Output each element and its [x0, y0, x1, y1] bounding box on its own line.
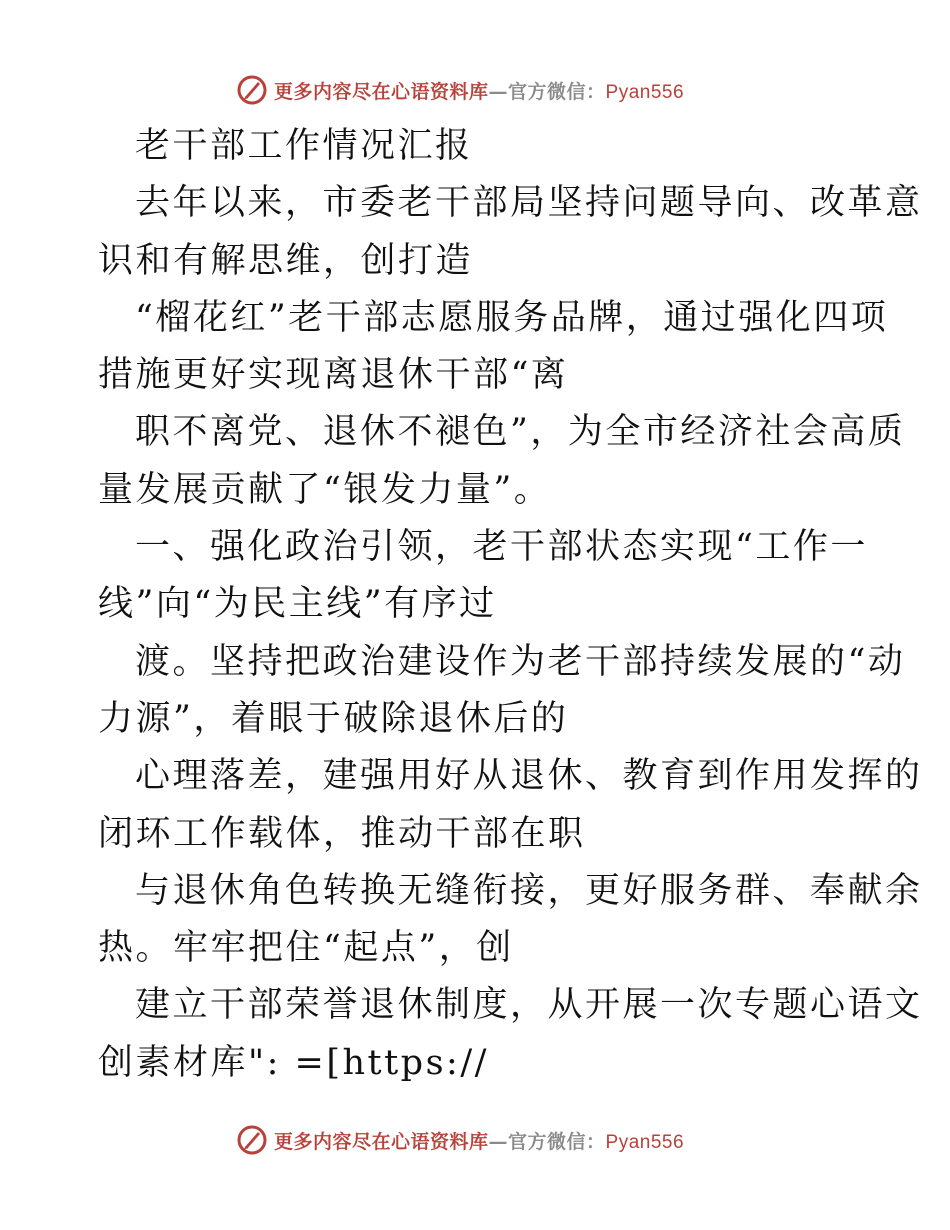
header-banner-label: —官方微信：: [488, 80, 606, 103]
text-line: 线”向“为民主线”有序过: [98, 584, 497, 625]
feather-pen-logo-icon: [236, 1124, 268, 1156]
header-banner-text: [274, 77, 684, 104]
footer-banner[interactable]: [236, 1122, 684, 1158]
footer-banner-wechat-id: Pyan556: [605, 1131, 685, 1153]
text-line: 渡。坚持把政治建设作为老干部持续发展的“动: [135, 641, 906, 682]
text-line: 闭环工作载体，推动干部在职: [98, 813, 586, 854]
text-line: 职不离党、退休不褪色”，为全市经济社会高质: [135, 412, 906, 453]
text-line: 量发展贡献了“银发力量”。: [98, 469, 552, 510]
footer-banner-text: [274, 1127, 684, 1154]
text-line: 去年以来，市委老干部局坚持问题导向、改革意: [135, 183, 923, 224]
text-line: 热。牢牢把住“起点”，创: [98, 928, 514, 969]
document-title: 老干部工作情况汇报: [135, 126, 473, 166]
text-line: “榴花红”老干部志愿服务品牌，通过强化四项: [135, 297, 889, 338]
text-line: 措施更好实现离退休干部“离: [98, 355, 569, 396]
header-banner-wechat-id: Pyan556: [605, 81, 685, 103]
footer-banner-title: 更多内容尽在心语资料库: [274, 1130, 489, 1153]
header-banner-title: 更多内容尽在心语资料库: [274, 80, 489, 103]
text-line: 创素材库": =[https://: [98, 1042, 489, 1083]
text-line: 建立干部荣誉退休制度，从开展一次专题心语文: [135, 985, 923, 1026]
text-line: 识和有解思维，创打造: [98, 240, 474, 281]
text-line: 心理落差，建强用好从退休、教育到作用发挥的: [135, 756, 923, 797]
text-line: 与退休角色转换无缝衔接，更好服务群、奉献余: [135, 870, 923, 911]
header-banner[interactable]: [236, 72, 684, 108]
text-line: 力源”，着眼于破除退休后的: [98, 698, 569, 739]
feather-pen-logo-icon: [236, 74, 268, 106]
section-heading-line: 一、强化政治引领，老干部状态实现“工作一: [135, 527, 868, 568]
footer-banner-label: —官方微信：: [488, 1130, 606, 1153]
document-body: [98, 118, 923, 1092]
